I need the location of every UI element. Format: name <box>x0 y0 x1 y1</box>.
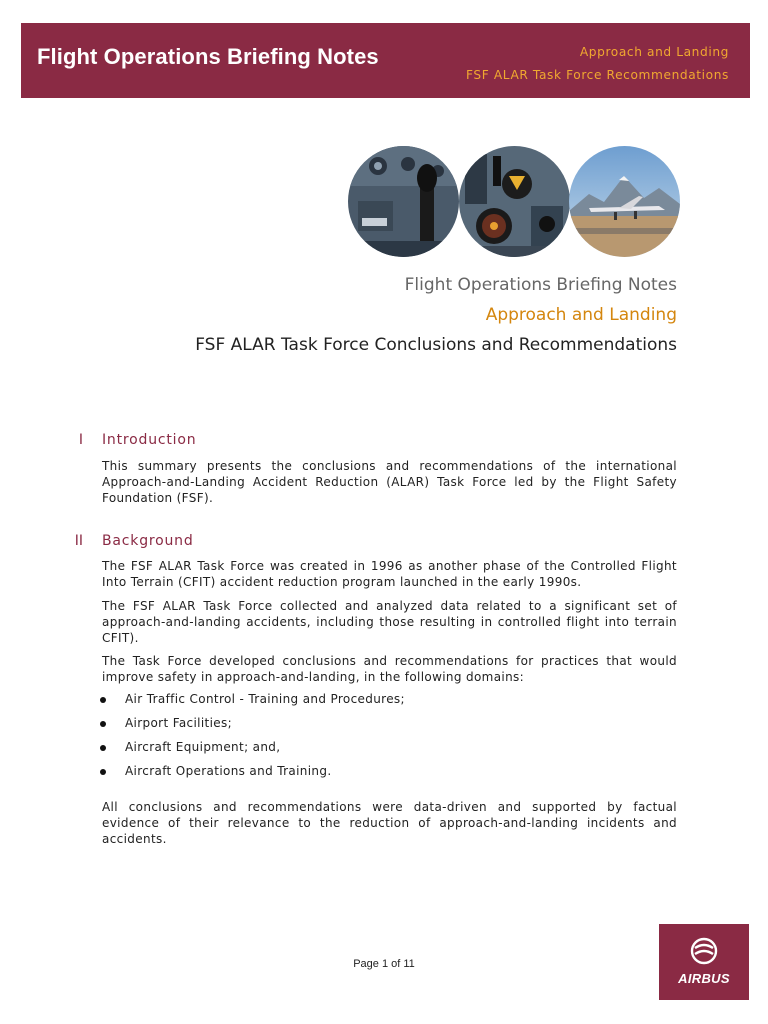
bullet-icon <box>100 721 106 727</box>
list-item-text: Aircraft Operations and Training. <box>125 764 332 778</box>
section-title-background: Background <box>102 533 194 549</box>
bullet-icon <box>100 697 106 703</box>
list-item <box>100 691 660 715</box>
list-item-text: Air Traffic Control - Training and Procedures; <box>125 692 405 706</box>
domains-list <box>100 691 660 787</box>
header-subtitle-line2: FSF ALAR Task Force Recommendations <box>466 68 729 82</box>
doc-topic-title: Approach and Landing <box>485 305 677 325</box>
list-item <box>100 763 660 787</box>
section-number-intro: I <box>78 432 83 448</box>
airbus-logo-text: AIRBUS <box>678 971 730 986</box>
doc-main-title: FSF ALAR Task Force Conclusions and Recommendations <box>195 335 677 355</box>
header-title: Flight Operations Briefing Notes <box>37 44 379 69</box>
list-item <box>100 715 660 739</box>
list-item-text: Airport Facilities; <box>125 716 233 730</box>
doc-series-title: Flight Operations Briefing Notes <box>404 275 677 295</box>
list-item <box>100 739 660 763</box>
background-paragraph-3: The Task Force developed conclusions and recommendations for practices that would improve safety in approach-and-landing, in the following domains: <box>102 654 677 684</box>
header-photos <box>348 146 680 258</box>
bullet-icon <box>100 769 106 775</box>
section-title-intro: Introduction <box>102 432 197 448</box>
airbus-logo <box>659 924 749 1000</box>
background-paragraph-2: The FSF ALAR Task Force collected and analyzed data related to a significant set of approach-and-landing accidents, including those resulting in controlled flight into terrain CFIT). <box>102 599 677 645</box>
header-band <box>21 23 750 98</box>
bullet-icon <box>100 745 106 751</box>
background-paragraph-1: The FSF ALAR Task Force was created in 1996 as another phase of the Controlled Flight Into Terrain (CFIT) accident reduction program launched in the early 1990s. <box>102 559 677 589</box>
cockpit-speedbrake-photo <box>348 146 459 257</box>
list-item-text: Aircraft Equipment; and, <box>125 740 281 754</box>
intro-paragraph: This summary presents the conclusions and recommendations of the international Approach-and-Landing Accident Reduction (ALAR) Task Force led by the Flight Safety Foundation (FSF). <box>102 459 677 505</box>
header-subtitle-line1: Approach and Landing <box>579 45 729 59</box>
airbus-logo-mark-icon <box>689 936 719 966</box>
document-title-block <box>195 270 677 360</box>
cockpit-instruments-photo <box>459 146 570 257</box>
header-subtitle <box>466 41 729 87</box>
aircraft-landing-photo <box>569 146 680 257</box>
section-number-background: II <box>74 533 83 549</box>
page-number: Page 1 of 11 <box>353 958 415 970</box>
background-paragraph-4: All conclusions and recommendations were data-driven and supported by factual evidence of their relevance to the reduction of approach-and-landing incidents and accidents. <box>102 800 677 846</box>
